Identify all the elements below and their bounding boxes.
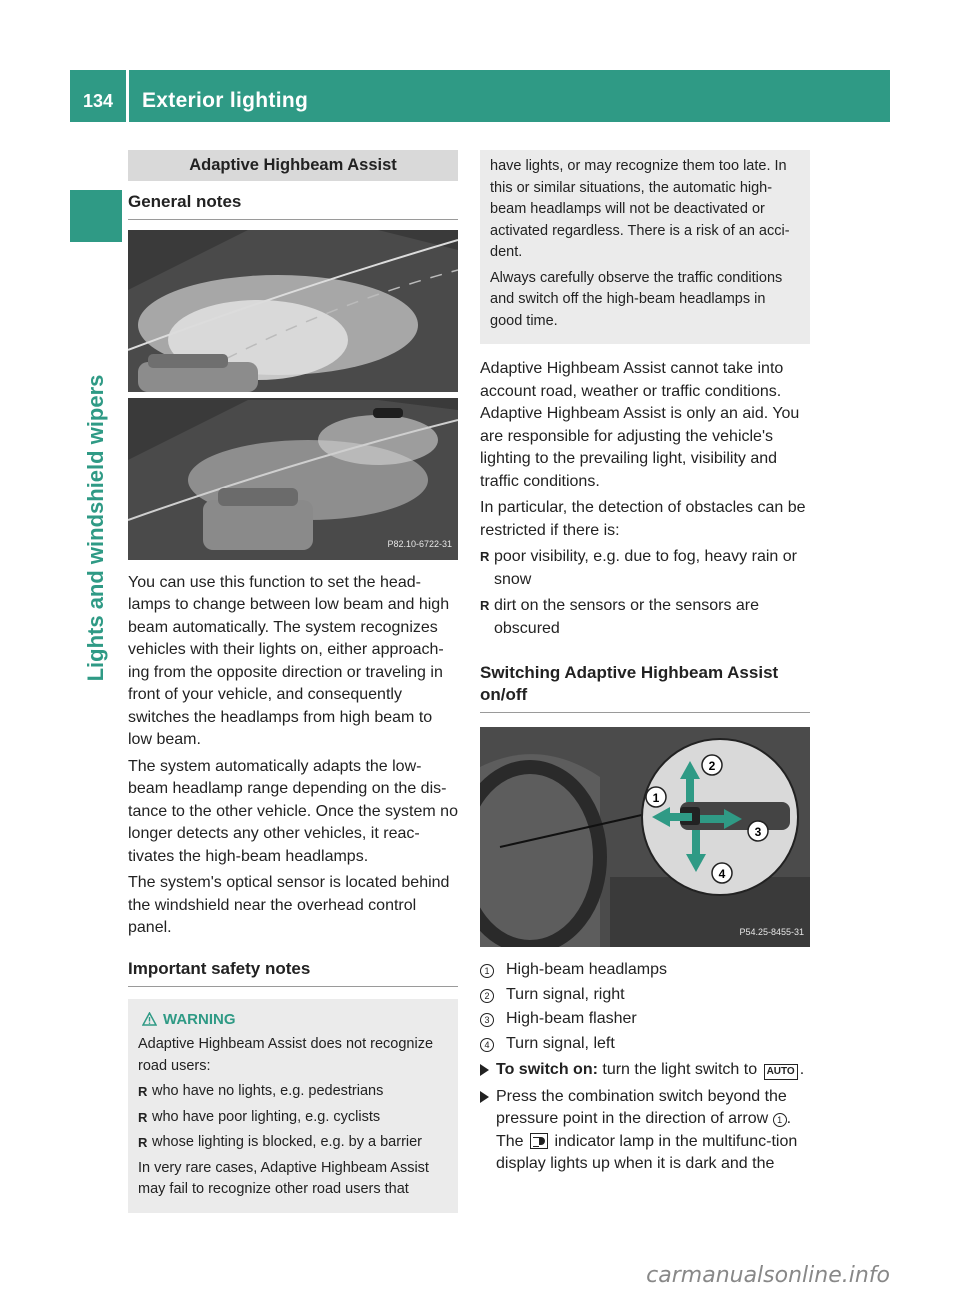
warning-intro: Adaptive Highbeam Assist does not recognize road users: [138,1036,434,1074]
warning-advice: Always carefully observe the traffic conditions and switch off the high-beam headlamps in good time. [490,269,783,329]
figure-code: P82.10-6722-31 [387,539,452,549]
section-title: Adaptive Highbeam Assist [128,150,458,181]
general-notes-heading: General notes [128,191,458,220]
list-item: R who have no lights, e.g. pedestrians [138,1081,448,1103]
chapter-title: Exterior lighting [142,89,309,112]
svg-text:1: 1 [652,791,660,805]
list-item: R dirt on the sensors or the sensors are obscured [480,595,810,640]
paragraph: You can use this function to set the head-lamps to change between low beam and high beam automatically. The system recognizes vehicles with their lights on, either approach-ing from the opposite direction or traveling in front of your vehicle, and consequently switches the headlamps from high beam to low beam. [128,573,450,748]
step-arrow-icon [480,1091,489,1103]
legend-item [480,1033,810,1056]
chapter-tab-marker [70,190,122,242]
legend-item [480,1008,810,1031]
svg-text:4: 4 [718,867,726,881]
right-column [480,150,810,1176]
warning-triangle-icon [142,1012,157,1026]
paragraph: Adaptive Highbeam Assist cannot take into account road, weather or traffic conditions. Adaptive Highbeam Assist is only an aid. You are responsible for adjusting the vehicle's lighting to the prevailing light, visibility and traffic conditions. [480,360,800,490]
left-column [128,150,458,1213]
header-divider [126,70,129,122]
instruction-step [480,1086,810,1131]
paragraph: The system automatically adapts the low-beam headlamp range depending on the dis-tance to the other vehicle. Once the system no longer detects any other vehicles, it reac-tivates the high-beam headlamps. [128,757,458,865]
warning-header [142,1009,448,1031]
step-continuation [480,1131,810,1176]
legend-text: Turn signal, right [506,985,625,1003]
warning-box-continued [480,150,810,344]
callout-number: 4 [480,1038,494,1052]
svg-text:2: 2 [708,759,716,773]
combination-switch-illustration [480,727,810,947]
legend-text: High-beam flasher [506,1010,637,1027]
callout-number: 1 [480,964,494,978]
step-end: . [799,1061,805,1078]
callout-number: 3 [480,1013,494,1027]
paragraph: In particular, the detection of obstacles can be restricted if there is: [480,499,806,539]
step-text: Press the combination switch beyond the pressure point in the direction of arrow [496,1087,787,1127]
warning-continued-text: have lights, or may recognize them too late. In this or similar situations, the automatic high-beam headlamps will not be deactivated or activated regardless. There is a risk of an acci-dent. [490,158,790,260]
step-text-pre: The [496,1132,529,1150]
step-label: To switch on: [496,1061,598,1078]
callout-number: 1 [773,1113,787,1127]
warning-box [128,999,458,1213]
switching-heading: Switching Adaptive Highbeam Assist on/off [480,662,810,713]
legend-text: High-beam headlamps [506,961,667,978]
step-arrow-icon [480,1064,489,1076]
chapter-side-label: Lights and windshield wipers [83,374,108,682]
figure-code: P54.25-8455-31 [739,926,804,937]
highbeam-illustration [128,230,458,560]
svg-text:3: 3 [754,825,762,839]
step-text: indicator lamp in the multifunc-tion display lights up when it is dark and the [496,1132,798,1172]
legend-text: Turn signal, left [506,1034,615,1052]
warning-title: WARNING [163,1010,236,1028]
page-number: 134 [82,91,114,111]
page-header [70,70,890,122]
paragraph: The system's optical sensor is located behind the windshield near the overhead control panel. [128,874,450,936]
legend-item [480,984,810,1007]
list-item: R poor visibility, e.g. due to fog, heavy rain or snow [480,546,810,591]
step-end: . [786,1110,792,1127]
combination-switch-svg [480,727,810,947]
list-item: R whose lighting is blocked, e.g. by a barrier [138,1132,448,1154]
auto-light-icon: AUTO [764,1064,798,1080]
high-beam-assist-indicator-icon [530,1133,548,1149]
callout-number: 2 [480,989,494,1003]
legend-item [480,959,810,982]
instruction-step [480,1059,810,1082]
warning-tail: In very rare cases, Adaptive Highbeam Assist may fail to recognize other road users that [138,1159,429,1197]
list-item: R who have poor lighting, e.g. cyclists [138,1107,448,1129]
step-text: turn the light switch to [597,1061,762,1078]
safety-notes-heading: Important safety notes [128,958,458,987]
watermark-url: carmanualsonline.info [646,1263,890,1288]
highbeam-scene-svg [128,230,458,560]
